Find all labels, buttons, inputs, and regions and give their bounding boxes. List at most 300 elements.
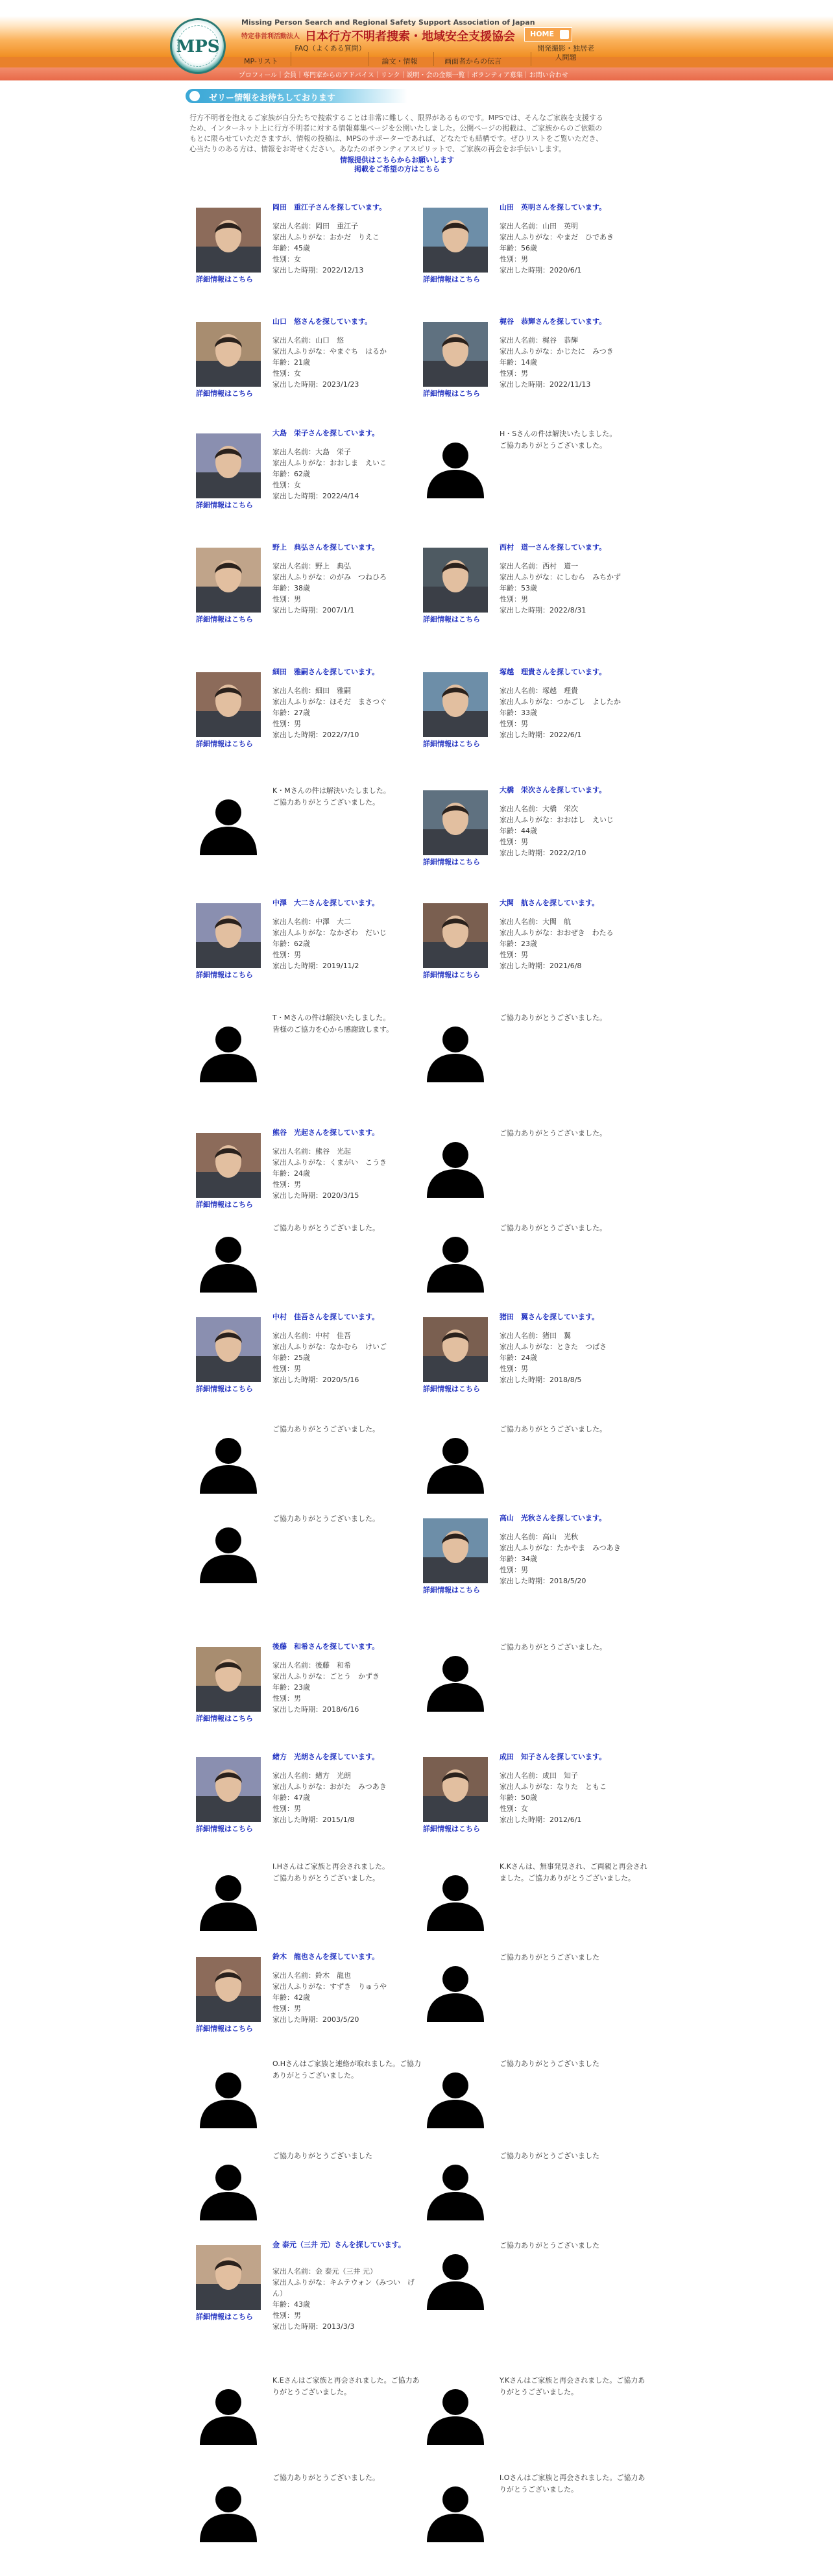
info-line: 家出した時期：2022/8/31	[500, 606, 586, 614]
info-line: 年齢：38歳	[272, 584, 310, 592]
card-title[interactable]: 熊谷 光起さんを探しています。	[272, 1128, 380, 1137]
info-line: 家出した時期：2020/6/1	[500, 266, 582, 274]
person-info	[500, 1330, 650, 1385]
silhouette-icon	[423, 2477, 488, 2542]
card-title[interactable]: 緒方 光朗さんを探しています。	[272, 1753, 380, 1761]
resolved-card	[196, 2058, 423, 2162]
message-line: ご協力ありがとうございました	[500, 2241, 599, 2250]
resolved-card	[196, 1012, 423, 1116]
info-line: 家出人ふりがな：つかごし よしたか	[500, 698, 621, 706]
info-line: 年齢：33歳	[500, 709, 537, 717]
card-title[interactable]: 大橋 栄次さんを探しています。	[500, 786, 607, 794]
info-line: 性別：男	[500, 1566, 528, 1574]
person-photo	[196, 433, 261, 498]
missing-person-card	[196, 542, 423, 646]
detail-link[interactable]: 詳細情報はこちら	[423, 615, 480, 624]
info-line: 家出人名前：野上 典弘	[272, 562, 351, 570]
resolved-card	[196, 2472, 423, 2576]
silhouette-icon	[196, 1228, 261, 1293]
silhouette-image	[196, 1017, 261, 1082]
silhouette-image	[196, 1518, 261, 1583]
person-photo[interactable]	[423, 208, 488, 273]
silhouette-icon	[196, 1866, 261, 1931]
message-line: O.Hさんはご家族と連絡が取れました。ご協力ありがとうございました。	[272, 2060, 421, 2080]
info-line: 年齢：23歳	[272, 1683, 310, 1692]
info-line: 家出人ふりがな：やまぐち はるか	[272, 347, 387, 356]
resolved-message	[272, 785, 423, 808]
silhouette-image	[196, 1228, 261, 1293]
person-info	[500, 335, 650, 390]
detail-link[interactable]: 詳細情報はこちら	[196, 2313, 253, 2321]
info-line: 家出人名前：鈴木 龍也	[272, 1971, 351, 1980]
resolved-message	[272, 2058, 423, 2082]
detail-link[interactable]: 詳細情報はこちら	[423, 1586, 480, 1594]
info-line: 性別：男	[272, 1365, 301, 1373]
person-info	[272, 1970, 423, 2025]
detail-link[interactable]: 詳細情報はこちら	[423, 1385, 480, 1393]
info-line: 年齢：56歳	[500, 244, 537, 252]
info-line: 家出人ふりがな：すずき りゅうや	[272, 1982, 387, 1991]
card-title[interactable]: 塚越 理貴さんを探しています。	[500, 668, 607, 676]
missing-person-card	[423, 542, 650, 646]
info-line: 性別：女	[272, 369, 301, 378]
message-line: K・Mさんの件は解決いたしました。	[272, 786, 391, 795]
info-line: 年齢：45歳	[272, 244, 310, 252]
silhouette-image	[423, 1866, 488, 1931]
card-title[interactable]: 大島 栄子さんを探しています。	[272, 429, 380, 437]
mps-logo[interactable]	[170, 18, 226, 74]
logo-text: MPS	[176, 37, 220, 56]
info-line: 性別：男	[272, 2311, 301, 2320]
message-line: I.Hさんはご家族と再会されました。	[272, 1862, 390, 1871]
message-line: ご協力ありがとうございました。	[500, 1643, 607, 1651]
card-title[interactable]: 山口 悠さんを探しています。	[272, 317, 372, 326]
silhouette-icon	[423, 1429, 488, 1494]
detail-link[interactable]: 詳細情報はこちら	[196, 971, 253, 979]
sub-nav[interactable]: プロフィール｜会員｜専門家からのアドバイス｜リンク｜説明・会の金額一覧｜ボランティア募集｜お問い合わせ	[239, 72, 568, 79]
card-title[interactable]: 西村 道一さんを探しています。	[500, 543, 607, 552]
resolved-card	[423, 1861, 650, 1965]
resolved-message	[272, 1424, 423, 1435]
info-line: 性別：男	[272, 2004, 301, 2013]
person-photo[interactable]	[423, 548, 488, 613]
person-photo[interactable]	[196, 903, 261, 968]
home-button[interactable]	[524, 27, 572, 42]
info-line: 年齢：62歳	[272, 470, 310, 478]
info-line: 家出した時期：2022/11/13	[500, 380, 591, 389]
missing-person-card	[423, 317, 650, 420]
person-info	[500, 221, 650, 276]
person-photo	[196, 672, 261, 737]
missing-person-card	[196, 202, 423, 306]
info-line: 性別：男	[500, 369, 528, 378]
silhouette-icon	[423, 1866, 488, 1931]
card-title[interactable]: 金 泰元（三井 元）さんを探しています。	[272, 2241, 405, 2249]
resolved-message	[500, 1952, 650, 1963]
silhouette-image	[196, 1866, 261, 1931]
info-line: 家出した時期：2012/6/1	[500, 1816, 582, 1824]
info-line: 家出した時期：2020/3/15	[272, 1191, 359, 1200]
info-line: 年齢：25歳	[272, 1354, 310, 1362]
resolved-card	[423, 2375, 650, 2479]
detail-link[interactable]: 詳細情報はこちら	[196, 501, 253, 509]
info-line: 家出人ふりがな：なかざわ だいじ	[272, 929, 387, 937]
person-photo	[196, 1317, 261, 1382]
detail-link[interactable]: 詳細情報はこちら	[423, 858, 480, 866]
resolved-card	[423, 1642, 650, 1745]
person-photo[interactable]	[196, 208, 261, 273]
missing-person-card	[423, 785, 650, 889]
resolved-message	[500, 2240, 650, 2252]
info-line: 家出した時期：2003/5/20	[272, 2015, 359, 2024]
card-title[interactable]: 梶谷 恭輝さんを探しています。	[500, 317, 607, 326]
info-line: 性別：男	[272, 1804, 301, 1813]
info-line: 性別：男	[272, 1180, 301, 1189]
silhouette-icon	[196, 1518, 261, 1583]
person-info	[272, 916, 423, 971]
detail-link[interactable]: 詳細情報はこちら	[196, 389, 253, 398]
corp-type: 特定非営利活動法人	[241, 33, 300, 40]
message-line: Y.Kさんはご家族と再会されました。ご協力ありがとうございました。	[500, 2376, 646, 2396]
info-line: 家出人ふりがな：かじたに みつき	[500, 347, 614, 356]
person-photo[interactable]	[423, 672, 488, 737]
person-photo	[196, 2245, 261, 2310]
missing-person-card	[196, 1952, 423, 2056]
info-line: 性別：男	[272, 1694, 301, 1703]
info-line: 家出人名前：山田 英明	[500, 222, 578, 230]
silhouette-icon	[423, 2063, 488, 2128]
message-line: T・Mさんの件は解決いたしました。	[272, 1014, 391, 1022]
intro-text: 行方不明者を抱えるご家族が自分たちで捜索することは非常に難しく、限界があるものです。MPSでは、そんなご家族を支援するため、インターネット上に行方不明者に対する情報募集ページを公開いたしました。公開ページの掲載は、ご家族からのご依頼のもとに限らせていただきますが、情報の投稿は、MPSのサポーターであれば、どなたでも結構です。ぜひリストをご覧いただき、心当たりのある方は、情報をお寄せください。あなたのボランティアスピリットで、ご家族の再会をお手伝いします。	[189, 114, 603, 153]
info-line: 性別：男	[272, 951, 301, 959]
info-line: 家出人ふりがな：ごとう かずき	[272, 1672, 380, 1681]
person-info	[500, 561, 650, 616]
resolved-card	[423, 2240, 650, 2344]
resolved-card	[196, 1222, 423, 1326]
person-info	[500, 916, 650, 971]
person-photo[interactable]	[196, 322, 261, 387]
info-line: 年齢：53歳	[500, 584, 537, 592]
main-nav	[239, 43, 602, 67]
missing-person-card	[196, 667, 423, 771]
message-line: ご協力ありがとうございました。	[500, 441, 607, 450]
resolved-card	[423, 428, 650, 532]
info-line: 家出人名前：熊谷 光起	[272, 1147, 351, 1156]
person-info	[272, 1660, 423, 1715]
silhouette-icon	[423, 1228, 488, 1293]
info-line: 年齢：23歳	[500, 940, 537, 948]
info-line: 家出した時期：2022/7/10	[272, 731, 359, 739]
info-line: 家出した時期：2022/2/10	[500, 849, 586, 857]
person-photo[interactable]	[423, 903, 488, 968]
resolved-message	[500, 1861, 650, 1884]
person-photo[interactable]	[196, 1133, 261, 1198]
missing-person-card	[196, 317, 423, 420]
resolved-message	[500, 2058, 650, 2070]
person-photo[interactable]	[196, 1957, 261, 2022]
silhouette-icon	[196, 2380, 261, 2445]
info-line: 家出した時期：2023/1/23	[272, 380, 359, 389]
card-title[interactable]: 大関 航さんを探しています。	[500, 899, 599, 907]
person-info	[500, 1531, 650, 1586]
detail-link[interactable]: 詳細情報はこちら	[423, 275, 480, 284]
nav-item-papers[interactable]: 論文・情報	[381, 57, 418, 66]
resolved-message	[500, 2375, 650, 2398]
info-line: 家出人名前：梶谷 恭輝	[500, 336, 578, 345]
message-line: ご協力ありがとうございました。	[272, 1224, 380, 1232]
info-line: 年齢：24歳	[272, 1169, 310, 1178]
info-line: 家出人名前：高山 光秋	[500, 1533, 578, 1541]
info-line: 家出人名前：岡田 重江子	[272, 222, 358, 230]
info-line: 性別：男	[500, 838, 528, 846]
info-line: 性別：男	[500, 595, 528, 603]
card-title[interactable]: 高山 光秋さんを探しています。	[500, 1514, 607, 1522]
info-line: 性別：男	[500, 1365, 528, 1373]
detail-link[interactable]: 詳細情報はこちら	[196, 740, 253, 748]
silhouette-icon	[196, 2063, 261, 2128]
info-line: 家出人名前：猪田 翼	[500, 1331, 571, 1340]
info-line: 家出した時期：2022/4/14	[272, 492, 359, 500]
silhouette-image	[423, 1133, 488, 1198]
person-info	[272, 1330, 423, 1385]
info-line: 家出人名前：中村 佳吾	[272, 1331, 351, 1340]
info-line: 年齢：47歳	[272, 1793, 310, 1802]
resolved-message	[272, 1861, 423, 1884]
nav-item-faq[interactable]: FAQ（よくある質問）	[295, 44, 366, 53]
info-line: 年齢：44歳	[500, 827, 537, 835]
info-line: 年齢：62歳	[272, 940, 310, 948]
resolved-message	[272, 2472, 423, 2484]
info-line: 家出した時期：2018/6/16	[272, 1705, 359, 1714]
person-photo	[423, 790, 488, 855]
person-info	[272, 335, 423, 390]
missing-person-card	[423, 898, 650, 1002]
person-photo	[196, 903, 261, 968]
resolved-message	[500, 1424, 650, 1435]
silhouette-icon	[423, 1957, 488, 2022]
person-photo[interactable]	[196, 1317, 261, 1382]
resolved-message	[272, 1222, 423, 1234]
home-icon	[560, 30, 569, 39]
message-line: K.Kさんは、無事発見され、ご両親と再会されました。ご協力ありがとうございました。	[500, 1862, 647, 1882]
person-photo	[196, 1757, 261, 1822]
resolved-message	[500, 1222, 650, 1234]
missing-person-card	[423, 1752, 650, 1856]
detail-link[interactable]: 詳細情報はこちら	[196, 2024, 253, 2033]
message-line: ご協力ありがとうございました。	[272, 1514, 380, 1523]
silhouette-icon	[196, 2477, 261, 2542]
silhouette-icon	[423, 2156, 488, 2220]
silhouette-icon	[423, 1647, 488, 1712]
detail-link[interactable]: 詳細情報はこちら	[196, 1385, 253, 1393]
info-line: 性別：女	[500, 1804, 528, 1813]
detail-link[interactable]: 詳細情報はこちら	[423, 1825, 480, 1833]
nav-item-messages[interactable]: 画面者からの伝言	[444, 57, 501, 66]
missing-person-card	[423, 667, 650, 771]
resolved-card	[423, 1012, 650, 1116]
card-title[interactable]: 野上 典弘さんを探しています。	[272, 543, 380, 552]
silhouette-image	[423, 2245, 488, 2310]
resolved-card	[423, 1952, 650, 2056]
silhouette-image	[196, 2156, 261, 2220]
person-photo[interactable]	[423, 790, 488, 855]
card-title[interactable]: 猪田 翼さんを探しています。	[500, 1313, 599, 1321]
person-photo[interactable]	[423, 1317, 488, 1382]
card-title[interactable]: 成田 知子さんを探しています。	[500, 1753, 607, 1761]
info-line: 家出人名前：山口 悠	[272, 336, 344, 345]
info-line: 家出人名前：大島 栄子	[272, 448, 351, 456]
info-line: 家出人名前：中澤 大二	[272, 917, 351, 926]
info-submit-link[interactable]: 情報提供はこちらからお願いします	[340, 156, 454, 164]
info-line: 性別：女	[272, 255, 301, 263]
info-line: 家出人ふりがな：キムテウォン（みつい げん）	[272, 2278, 415, 2298]
info-line: 家出人名前：細田 雅嗣	[272, 687, 351, 695]
person-info	[500, 803, 650, 858]
detail-link[interactable]: 詳細情報はこちら	[423, 389, 480, 398]
person-photo	[423, 1317, 488, 1382]
resolved-card	[196, 1424, 423, 1527]
resolved-message	[272, 1513, 423, 1525]
message-line: ご協力ありがとうございました。	[272, 798, 380, 807]
detail-link[interactable]: 詳細情報はこちら	[196, 275, 253, 284]
info-line: 年齢：43歳	[272, 2300, 310, 2309]
detail-link[interactable]: 詳細情報はこちら	[196, 1200, 253, 1209]
message-line: H・Sさんの件は解決いたしました。	[500, 430, 617, 438]
person-photo[interactable]	[423, 1757, 488, 1822]
silhouette-icon	[423, 2380, 488, 2445]
info-line: 性別：男	[272, 720, 301, 728]
person-photo	[423, 208, 488, 273]
resolved-card	[423, 1222, 650, 1326]
silhouette-icon	[196, 1017, 261, 1082]
person-photo[interactable]	[196, 1757, 261, 1822]
site-title: 日本行方不明者捜索・地域安全支援協会	[305, 30, 515, 43]
info-line: 性別：女	[272, 481, 301, 489]
info-line: 家出人名前：金 泰元（三井 元）	[272, 2267, 377, 2276]
silhouette-image	[196, 2380, 261, 2445]
info-line: 家出人ふりがな：おかだ りえこ	[272, 233, 380, 241]
resolved-message	[272, 1012, 423, 1036]
message-line: K.Eさんはご家族と再会されました。ご協力ありがとうございました。	[272, 2376, 420, 2396]
person-photo	[423, 672, 488, 737]
silhouette-image	[423, 2380, 488, 2445]
message-line: ご協力ありがとうございました	[272, 2152, 372, 2160]
info-banner	[186, 89, 407, 103]
card-title[interactable]: 中村 佳吾さんを探しています。	[272, 1313, 380, 1321]
info-line: 家出人ふりがな：なりた ともこ	[500, 1782, 607, 1791]
message-line: ご協力ありがとうございました	[500, 1953, 599, 1962]
info-line: 家出人ふりがな：おがた みつあき	[272, 1782, 387, 1791]
listing-request-link[interactable]: 掲載をご希望の方はこちら	[354, 165, 440, 173]
detail-link[interactable]: 詳細情報はこちら	[423, 971, 480, 979]
silhouette-image	[423, 2063, 488, 2128]
missing-person-card	[196, 1752, 423, 1856]
message-line: ご協力ありがとうございました。	[500, 1224, 607, 1232]
silhouette-icon	[423, 2245, 488, 2310]
silhouette-icon	[423, 433, 488, 498]
info-line: 家出した時期：2019/11/2	[272, 962, 359, 970]
card-title[interactable]: 中澤 大二さんを探しています。	[272, 899, 380, 907]
resolved-card	[423, 1424, 650, 1527]
info-line: 家出人名前：緒方 光朗	[272, 1771, 351, 1780]
nav-item-mp-list[interactable]: MP-リスト	[244, 57, 278, 66]
resolved-card	[196, 1861, 423, 1965]
info-line: 家出した時期：2020/5/16	[272, 1376, 359, 1384]
card-title[interactable]: 岡田 重江子さんを探しています。	[272, 203, 387, 212]
message-line: ご協力ありがとうございました。	[500, 1425, 607, 1433]
nav-item-elderly[interactable]: 開発撮影・独居老人問題	[537, 44, 594, 62]
person-photo	[423, 322, 488, 387]
info-line: 年齢：34歳	[500, 1555, 537, 1563]
detail-link[interactable]: 詳細情報はこちら	[196, 1714, 253, 1723]
person-info	[272, 221, 423, 276]
message-line: ご協力ありがとうございました	[500, 2152, 599, 2160]
resolved-message	[272, 2375, 423, 2398]
info-line: 性別：男	[500, 720, 528, 728]
detail-link[interactable]: 詳細情報はこちら	[196, 1825, 253, 1833]
person-photo	[423, 1518, 488, 1583]
info-line: 年齢：27歳	[272, 709, 310, 717]
resolved-card	[196, 2375, 423, 2479]
resolved-card	[423, 2472, 650, 2576]
missing-person-card	[423, 202, 650, 306]
person-info	[272, 1146, 423, 1201]
detail-link[interactable]: 詳細情報はこちら	[196, 615, 253, 624]
person-photo[interactable]	[196, 433, 261, 498]
card-title[interactable]: 細田 雅嗣さんを探しています。	[272, 668, 380, 676]
card-title[interactable]: 鈴木 龍也さんを探しています。	[272, 1952, 380, 1961]
message-line: ご協力ありがとうございました。	[272, 2473, 380, 2482]
person-info	[272, 2266, 423, 2332]
info-line: 家出した時期：2007/1/1	[272, 606, 355, 614]
message-line: ご協力ありがとうございました。	[272, 1425, 380, 1433]
detail-link[interactable]: 詳細情報はこちら	[423, 740, 480, 748]
info-line: 家出人名前：西村 道一	[500, 562, 578, 570]
card-title[interactable]: 後藤 和希さんを探しています。	[272, 1642, 380, 1651]
info-line: 家出人ふりがな：おおしま えいこ	[272, 459, 387, 467]
missing-person-card	[196, 2240, 423, 2344]
resolved-message	[500, 2150, 650, 2162]
resolved-card	[423, 2058, 650, 2162]
info-line: 家出人名前：大橋 栄次	[500, 805, 578, 813]
person-photo	[423, 548, 488, 613]
card-title[interactable]: 山田 英明さんを探しています。	[500, 203, 607, 212]
info-line: 家出人名前：大関 航	[500, 917, 571, 926]
person-photo[interactable]	[196, 548, 261, 613]
person-photo[interactable]	[196, 1647, 261, 1712]
info-line: 家出した時期：2013/3/3	[272, 2322, 355, 2331]
info-line: 家出人ふりがな：のがみ つねひろ	[272, 573, 387, 581]
silhouette-image	[423, 1228, 488, 1293]
silhouette-image	[423, 2477, 488, 2542]
silhouette-icon	[196, 1429, 261, 1494]
resolved-message	[500, 428, 650, 452]
person-photo	[196, 548, 261, 613]
person-photo[interactable]	[423, 322, 488, 387]
person-photo[interactable]	[423, 1518, 488, 1583]
home-label: HOME	[530, 30, 555, 38]
info-line: 家出人ふりがな：なかむら けいご	[272, 1343, 387, 1351]
info-line: 家出人ふりがな：おおはし えいじ	[500, 816, 614, 824]
message-line: ご協力ありがとうございました	[500, 2060, 599, 2068]
person-photo[interactable]	[196, 672, 261, 737]
silhouette-icon	[423, 1017, 488, 1082]
resolved-card	[423, 2150, 650, 2254]
person-info	[272, 561, 423, 616]
info-line: 家出人ふりがな：にしむら みちかず	[500, 573, 621, 581]
person-photo[interactable]	[196, 2245, 261, 2310]
info-line: 家出人ふりがな：たかやま みつあき	[500, 1544, 621, 1552]
